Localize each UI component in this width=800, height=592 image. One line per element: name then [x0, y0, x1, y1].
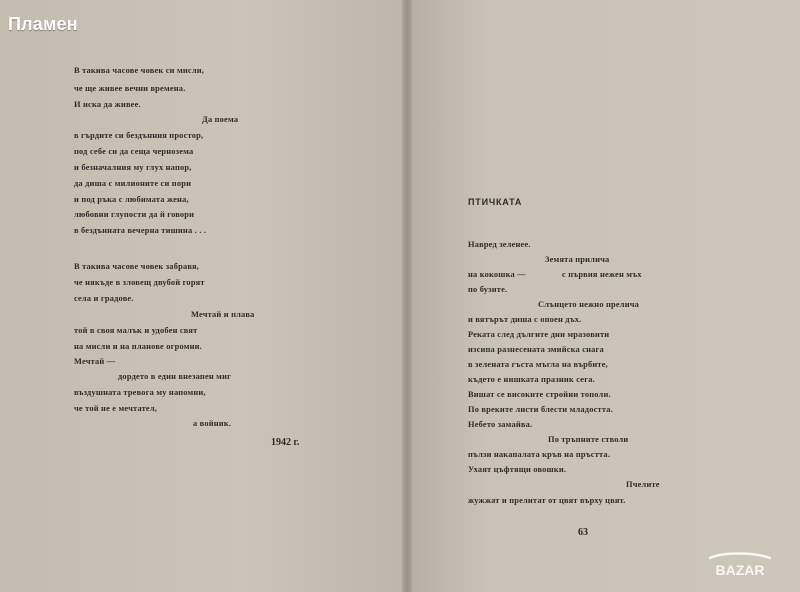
poem-line: в зелената гъста мъгла на върбите,: [468, 360, 608, 369]
poem-line: и под ръка с любимата жена,: [74, 195, 189, 204]
poem-line: а войник.: [193, 419, 232, 428]
book-gutter: [402, 0, 412, 592]
poem-year: 1942 г.: [271, 437, 300, 448]
poem-line: в гърдите си бездънния простор,: [74, 131, 204, 140]
poem-line: Реката след дългите дни мразовити: [468, 330, 610, 339]
poem-line: Мечтай и плава: [191, 310, 255, 319]
poem-line: и вятърът диша с опоен дъх.: [468, 315, 582, 324]
poem-line: че ще живее вечни времена.: [74, 84, 186, 93]
poem-line: Мечтай —: [74, 357, 116, 366]
poem-line: под себе си да сеща чернозема: [74, 147, 194, 156]
poem-line: на кокошка —: [468, 270, 526, 279]
poem-line: с първия нежен мъх: [562, 270, 642, 279]
poem-line: По вреките листи блести младостта.: [468, 405, 613, 414]
poem-line: на мисли и на планове огромни.: [74, 342, 202, 351]
poem-line: по бузите.: [468, 285, 508, 294]
listing-title: Пламен: [8, 14, 78, 34]
bazar-watermark-logo: [692, 550, 788, 584]
poem-line: В такива часове човек си мисли,: [74, 66, 205, 75]
poem-title: ПТИЧКАТА: [468, 197, 523, 207]
poem-line: че той не е мечтател,: [74, 404, 158, 413]
poem-line: Да поема: [202, 115, 239, 124]
poem-line: Земята прилича: [545, 255, 610, 264]
poem-line: Пчелите: [626, 480, 660, 489]
poem-line: Навред зеленее.: [468, 240, 531, 249]
poem-line: Вишат се високите стройни тополи.: [468, 390, 611, 399]
poem-line: пълзи накапалата кръв на пръстта.: [468, 450, 611, 459]
poem-line: в бездънната вечерна тишина . . .: [74, 226, 207, 235]
poem-line: дордето в един внезапен миг: [118, 372, 232, 381]
poem-line: По тръпните стволи: [548, 435, 629, 444]
poem-line: че някъде в зловещ двубой горят: [74, 278, 205, 287]
poem-line: където е нишката празник сега.: [468, 375, 595, 384]
svg-text:BAZAR: BAZAR: [715, 562, 765, 578]
poem-line: Слънцето нежно прелича: [538, 300, 640, 309]
poem-line: и безначалния му глух напор,: [74, 163, 192, 172]
poem-line: И иска да живее.: [74, 100, 141, 109]
poem-line: Небето замайва.: [468, 420, 533, 429]
poem-line: жужжат и прелитат от цвят върху цвят.: [468, 496, 626, 505]
poem-line: села и градове.: [74, 294, 134, 303]
poem-line: той в своя малък и удобен свят: [74, 326, 198, 335]
poem-line: любовни глупости да й говори: [74, 210, 195, 219]
poem-line: въздушната тревога му напомни,: [74, 388, 206, 397]
poem-line: да диша с милионите си пори: [74, 179, 192, 188]
poem-line: изсипа разнесената змийска снага: [468, 345, 604, 354]
poem-line: В такива часове човек забравя,: [74, 262, 199, 271]
page-number: 63: [578, 527, 588, 538]
poem-line: Ухаят цъфтящи овошки.: [468, 465, 567, 474]
